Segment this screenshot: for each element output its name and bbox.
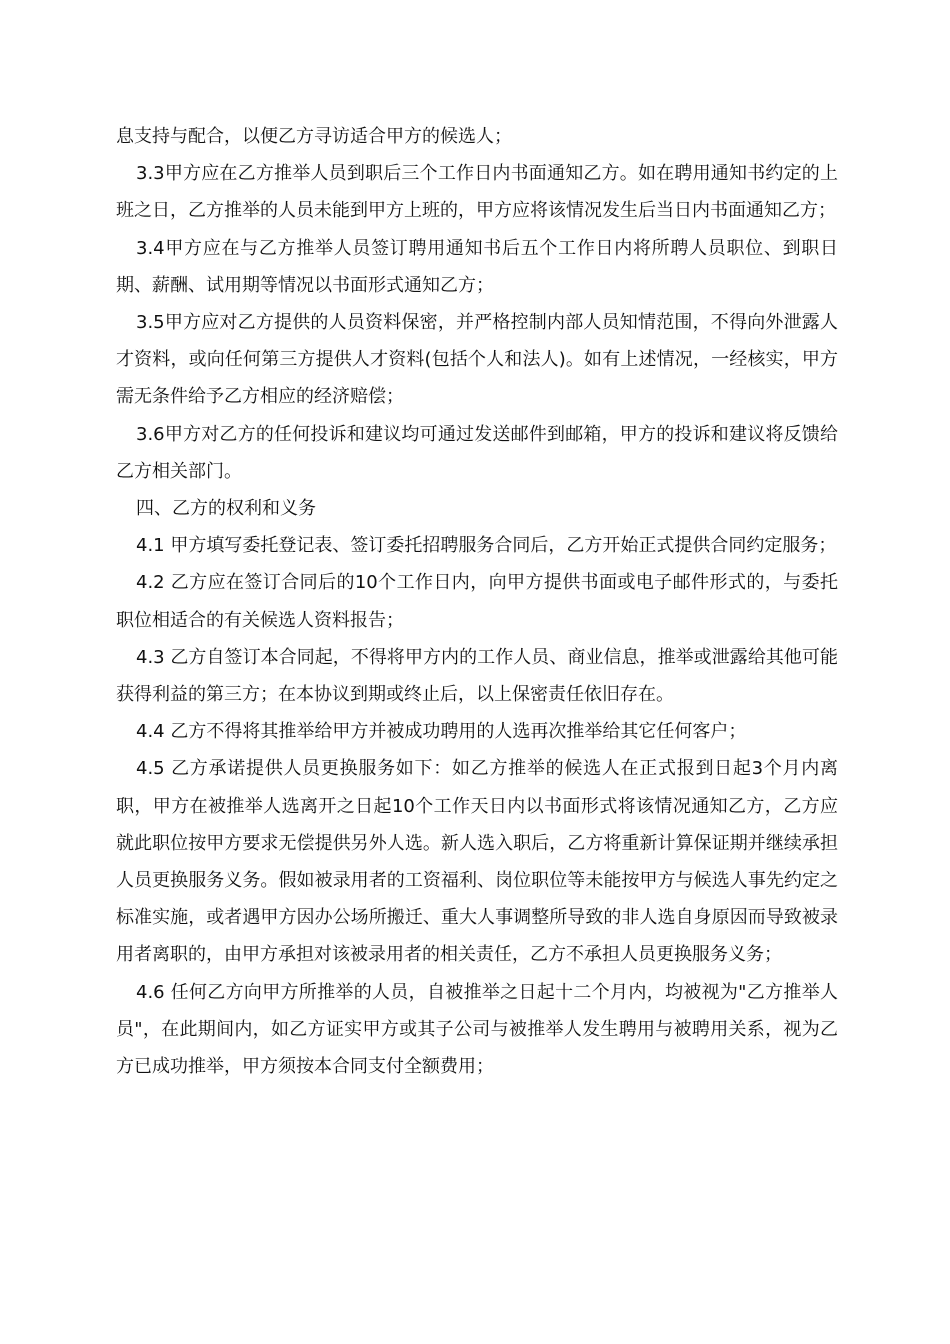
clause-3-4: 3.4甲方应在与乙方推举人员签订聘用通知书后五个工作日内将所聘人员职位、到职日期、薪酬、试用期等情况以书面形式通知乙方； xyxy=(116,237,838,296)
clause-4-5: 4.5 乙方承诺提供人员更换服务如下：如乙方推举的候选人在正式报到日起3个月内离职，甲方在被推举人选离开之日起10个工作天日内以书面形式将该情况通知乙方，乙方应就此职位按甲方要求无偿提供另外人选。新人选入职后，乙方将重新计算保证期并继续承担人员更换服务义务。假如被录用者的工资福利、岗位职位等未能按甲方与候选人事先约定之标准实施，或者遇甲方因办公场所搬迁、重大人事调整所导致的非人选自身原因而导致被录用者离职的，由甲方承担对该被录用者的相关责任，乙方不承担人员更换服务义务； xyxy=(116,758,838,966)
clause-4-2: 4.2 乙方应在签订合同后的10个工作日内，向甲方提供书面或电子邮件形式的，与委托职位相适合的有关候选人资料报告； xyxy=(116,572,838,631)
clause-4-4: 4.4 乙方不得将其推举给甲方并被成功聘用的人选再次推举给其它任何客户； xyxy=(136,721,747,743)
clause-4-3: 4.3 乙方自签订本合同起，不得将甲方内的工作人员、商业信息，推举或泄露给其他可能获得利益的第三方；在本协议到期或终止后，以上保密责任依旧存在。 xyxy=(116,646,838,706)
clause-4-1: 4.1 甲方填写委托登记表、签订委托招聘服务合同后，乙方开始正式提供合同约定服务； xyxy=(136,535,837,557)
clause-3-3: 3.3甲方应在乙方推举人员到职后三个工作日内书面通知乙方。如在聘用通知书约定的上班之日，乙方推举的人员未能到甲方上班的，甲方应将该情况发生后当日内书面通知乙方； xyxy=(116,163,838,222)
document-body xyxy=(116,118,838,1085)
section-heading-4: 四、乙方的权利和义务 xyxy=(136,498,316,520)
paragraph-continuation: 息支持与配合，以便乙方寻访适合甲方的候选人； xyxy=(116,126,512,147)
clause-4-6: 4.6 任何乙方向甲方所推举的人员，自被推举之日起十二个月内，均被视为"乙方推举人员"，在此期间内，如乙方证实甲方或其子公司与被推举人发生聘用与被聘用关系，视为乙方已成功推举，甲方须按本合同支付全额费用； xyxy=(116,981,838,1078)
clause-3-6: 3.6甲方对乙方的任何投诉和建议均可通过发送邮件到邮箱，甲方的投诉和建议将反馈给乙方相关部门。 xyxy=(116,423,838,482)
clause-3-5: 3.5甲方应对乙方提供的人员资料保密，并严格控制内部人员知情范围，不得向外泄露人才资料，或向任何第三方提供人才资料(包括个人和法人)。如有上述情况，一经核实，甲方需无条件给予乙方相应的经济赔偿； xyxy=(116,312,838,408)
